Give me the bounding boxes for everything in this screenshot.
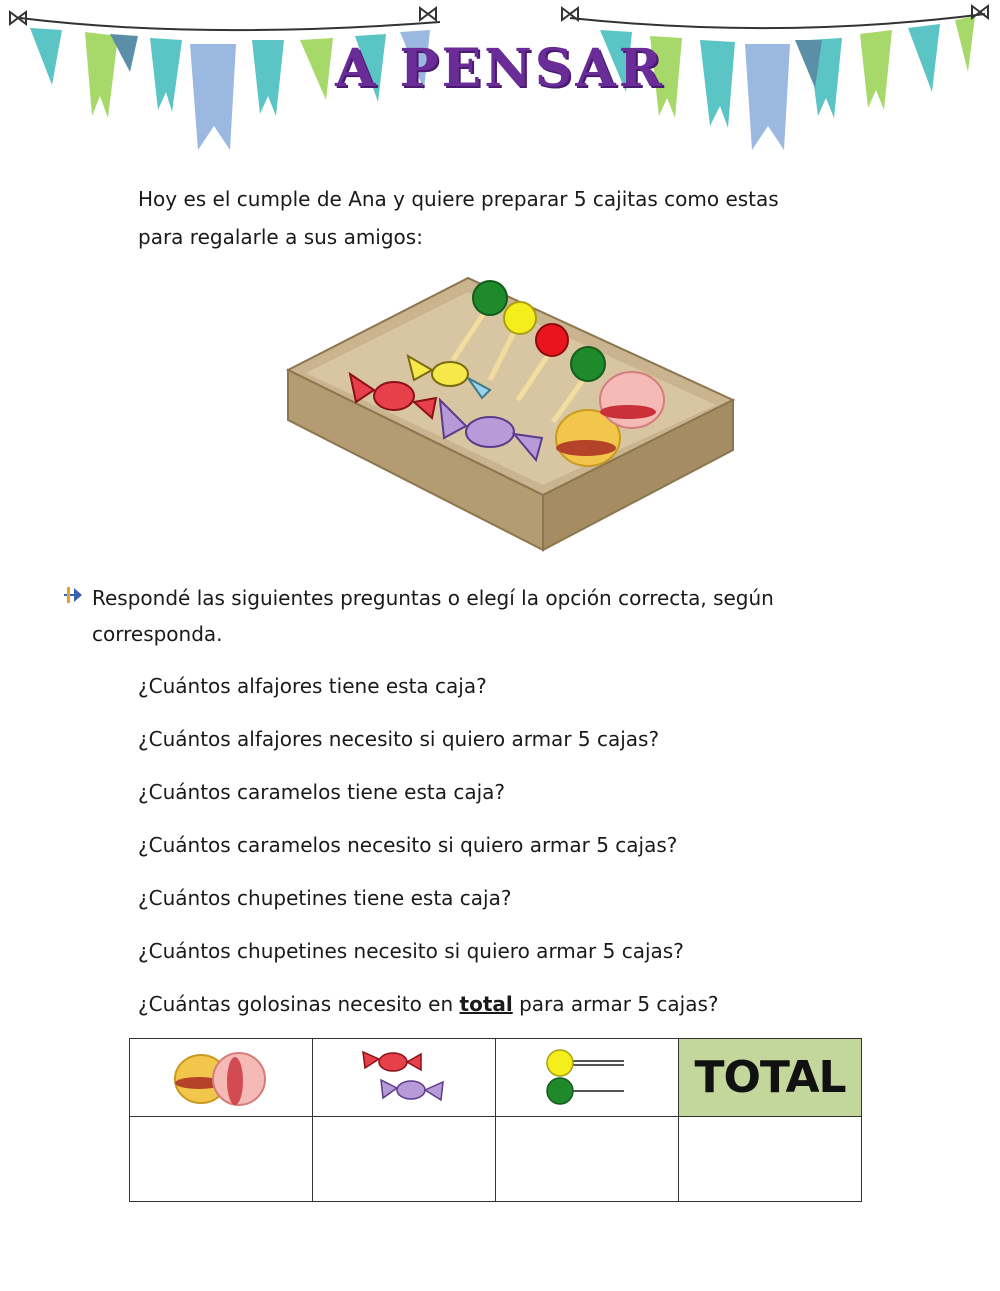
header-caramelos xyxy=(313,1039,496,1117)
instruction xyxy=(62,580,852,652)
caramelos-icon xyxy=(359,1046,449,1106)
question-1: ¿Cuántos alfajores tiene esta caja? xyxy=(138,674,487,698)
alfajores-icon xyxy=(171,1043,271,1109)
question-2: ¿Cuántos alfajores necesito si quiero armar 5 cajas? xyxy=(138,727,660,751)
intro-line-1: Hoy es el cumple de Ana y quiere preparar 5 cajitas como estas xyxy=(138,187,779,211)
instruction-text: Respondé las siguientes preguntas o elegí la opción correcta, según corresponda. xyxy=(92,586,774,646)
question-6: ¿Cuántos chupetines necesito si quiero armar 5 cajas? xyxy=(138,939,684,963)
answer-cell-alfajores xyxy=(130,1117,313,1202)
answer-input-alfajores[interactable] xyxy=(130,1116,316,1202)
answer-input-total[interactable] xyxy=(679,1116,865,1202)
answer-table xyxy=(129,1038,862,1202)
answer-table-row xyxy=(130,1117,862,1202)
answer-cell-total xyxy=(679,1117,862,1202)
intro-text xyxy=(138,180,858,256)
total-label: TOTAL xyxy=(694,1052,846,1103)
question-3: ¿Cuántos caramelos tiene esta caja? xyxy=(138,780,506,804)
question-list xyxy=(138,668,898,1039)
chupetines-icon xyxy=(542,1043,632,1109)
header-total xyxy=(679,1039,862,1117)
header-alfajores xyxy=(130,1039,313,1117)
question-7-before: ¿Cuántas golosinas necesito en xyxy=(138,992,460,1016)
question-7 xyxy=(138,986,898,1039)
question-4: ¿Cuántos caramelos necesito si quiero armar 5 cajas? xyxy=(138,833,678,857)
page-title: A PENSAR xyxy=(335,38,665,99)
answer-cell-chupetines xyxy=(496,1117,679,1202)
question-5: ¿Cuántos chupetines tiene esta caja? xyxy=(138,886,512,910)
question-7-after: para armar 5 cajas? xyxy=(512,992,719,1016)
answer-cell-caramelos xyxy=(313,1117,496,1202)
answer-input-chupetines[interactable] xyxy=(496,1116,682,1202)
answer-table-header xyxy=(130,1039,862,1117)
candy-box-illustration xyxy=(268,270,738,555)
intro-line-2: para regalarle a sus amigos: xyxy=(138,225,423,249)
header-chupetines xyxy=(496,1039,679,1117)
arrow-bullet-icon xyxy=(62,584,84,606)
question-7-emphasis: total xyxy=(459,992,513,1016)
answer-input-caramelos[interactable] xyxy=(313,1116,499,1202)
